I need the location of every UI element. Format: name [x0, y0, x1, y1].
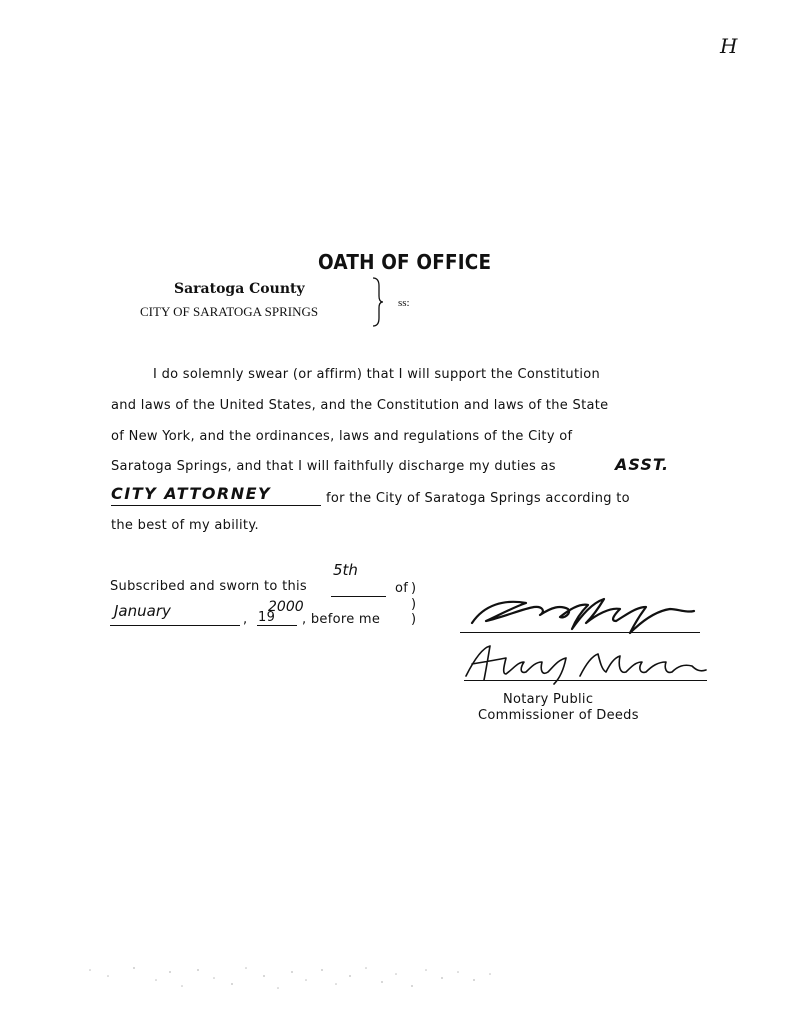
oath-line-3: of New York, and the ordinances, laws and regulations of the City of	[111, 429, 573, 444]
officer-signature-line	[460, 632, 700, 633]
jurat-year-prefix: 19	[258, 610, 276, 625]
oath-line-2: and laws of the United States, and the Constitution and laws of the State	[111, 398, 609, 413]
office-title-underline	[111, 505, 321, 506]
year-underline	[257, 625, 297, 626]
jurat-paren: )	[411, 612, 417, 627]
oath-line-1: I do solemnly swear (or affirm) that I will support the Constitution	[153, 367, 601, 382]
scan-noise	[86, 958, 506, 998]
jurat-paren: )	[411, 581, 417, 596]
venue-brace	[370, 276, 384, 328]
handwritten-month: January	[114, 602, 171, 620]
day-underline	[331, 596, 386, 597]
county-name: Saratoga County	[174, 281, 305, 297]
oath-line-5: for the City of Saratoga Springs according to	[326, 491, 630, 506]
jurat-comma: ,	[243, 612, 248, 627]
notary-title: Notary Public	[503, 692, 594, 707]
jurat-before-me: , before me	[302, 612, 381, 627]
jurat-of-text: of	[395, 581, 409, 596]
handwritten-office-title-part1: ASST.	[615, 455, 670, 474]
jurat-subscribed-text: Subscribed and sworn to this	[110, 579, 307, 594]
officer-signature	[464, 585, 704, 635]
month-underline	[110, 625, 240, 626]
handwritten-day: 5th	[333, 561, 358, 579]
page-corner-mark: H	[720, 34, 738, 58]
oath-line-4: Saratoga Springs, and that I will faithfully discharge my duties as	[111, 459, 556, 474]
notary-signature-line	[464, 680, 707, 681]
oath-line-6: the best of my ability.	[111, 518, 259, 533]
handwritten-year: 2000	[268, 599, 304, 615]
handwritten-office-title-part2: CITY ATTORNEY	[111, 484, 272, 503]
notary-subtitle: Commissioner of Deeds	[478, 708, 639, 723]
city-name: CITY OF SARATOGA SPRINGS	[140, 304, 319, 319]
notary-signature	[460, 636, 710, 686]
jurat-paren: )	[411, 597, 417, 612]
ss-label: ss:	[398, 297, 410, 309]
document-title: OATH OF OFFICE	[318, 250, 492, 274]
